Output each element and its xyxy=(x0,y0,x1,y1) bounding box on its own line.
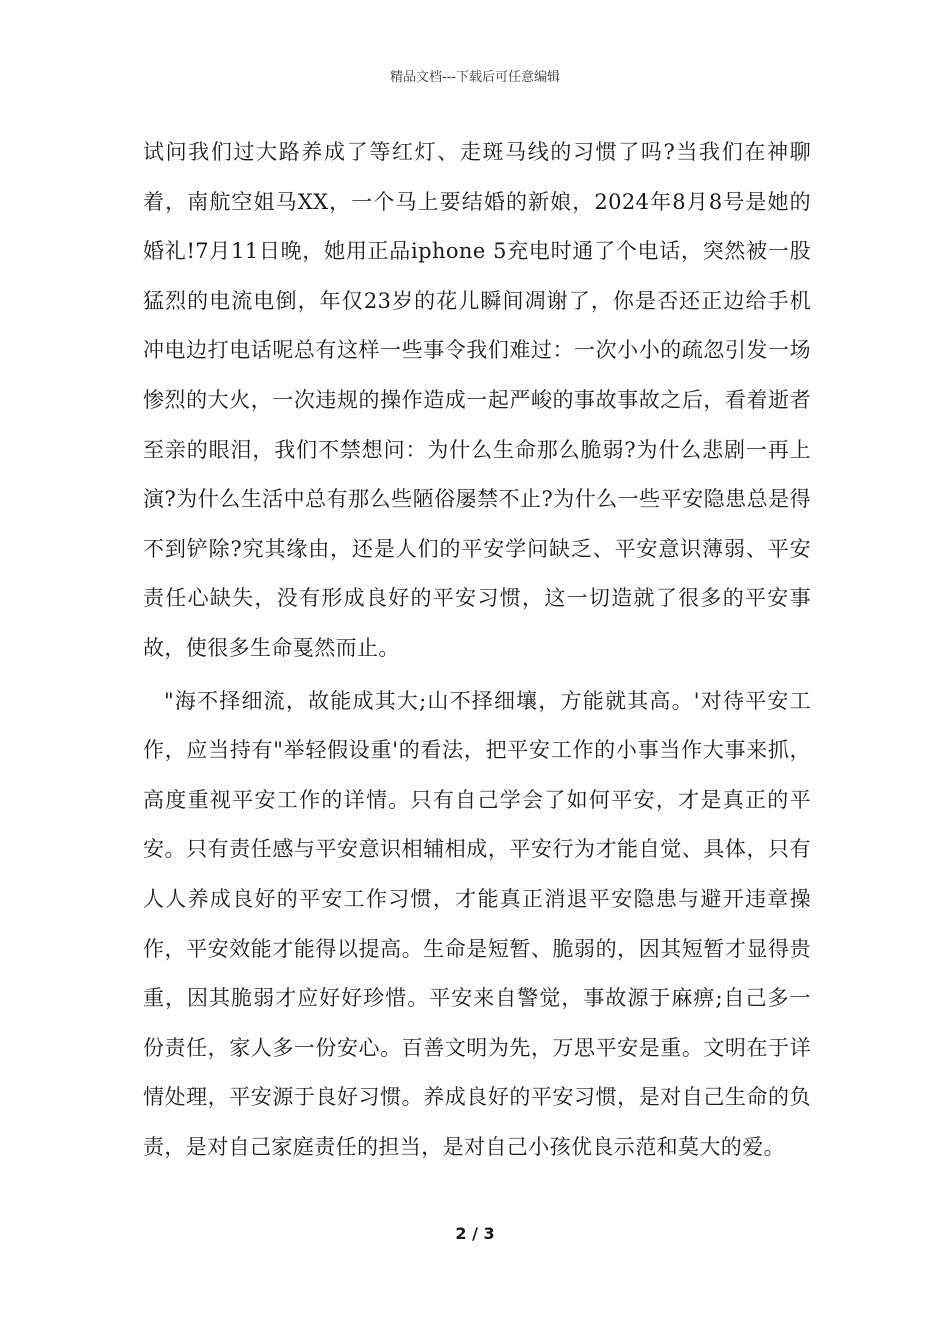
page-number: 2 / 3 xyxy=(455,1224,495,1243)
page-header: 精品文档---下载后可任意编辑 xyxy=(389,70,561,85)
paragraph-2: "海不择细流，故能成其大;山不择细壤，方能就其高。'对待平安工作，应当持有"举轻假设重'的看法，把平安工作的小事当作大事来抓，高度重视平安工作的详情。只有自己学会了如何平安，才是真正的平安。只有责任感与平安意识相辅相成，平安行为才能自觉、具体，只有人人养成良好的平安工作习惯，才能真正消退平安隐患与避开违章操作，平安效能才能得以提高。生命是短暂、脆弱的，因其短暂才显得贵重，因其脆弱才应好好珍惜。平安来自警觉，事故源于麻痹;自己多一份责任，家人多一份安心。百善文明为先，万思平安是重。文明在于详情处理，平安源于良好习惯。养成良好的平安习惯，是对自己生命的负责，是对自己家庭责任的担当，是对自己小孩优良示范和莫大的爱。 xyxy=(143,688,811,1159)
document-body xyxy=(143,128,811,1172)
paragraph-1: 试问我们过大路养成了等红灯、走斑马线的习惯了吗?当我们在神聊着，南航空姐马XX，一个马上要结婚的新娘，2024年8月8号是她的婚礼!7月11日晚，她用正品iphone 5充电时通了个电话，突然被一股猛烈的电流电倒，年仅23岁的花儿瞬间凋谢了，你是否还正边给手机冲电边打电话呢总有这样一些事令我们难过：一次小小的疏忽引发一场惨烈的大火，一次违规的操作造成一起严峻的事故事故之后，看着逝者至亲的眼泪，我们不禁想问：为什么生命那么脆弱?为什么悲剧一再上演?为什么生活中总有那么些陋俗屡禁不止?为什么一些平安隐患总是得不到铲除?究其缘由，还是人们的平安学问缺乏、平安意识薄弱、平安责任心缺失，没有形成良好的平安习惯，这一切造就了很多的平安事故，使很多生命戛然而止。 xyxy=(143,140,811,660)
